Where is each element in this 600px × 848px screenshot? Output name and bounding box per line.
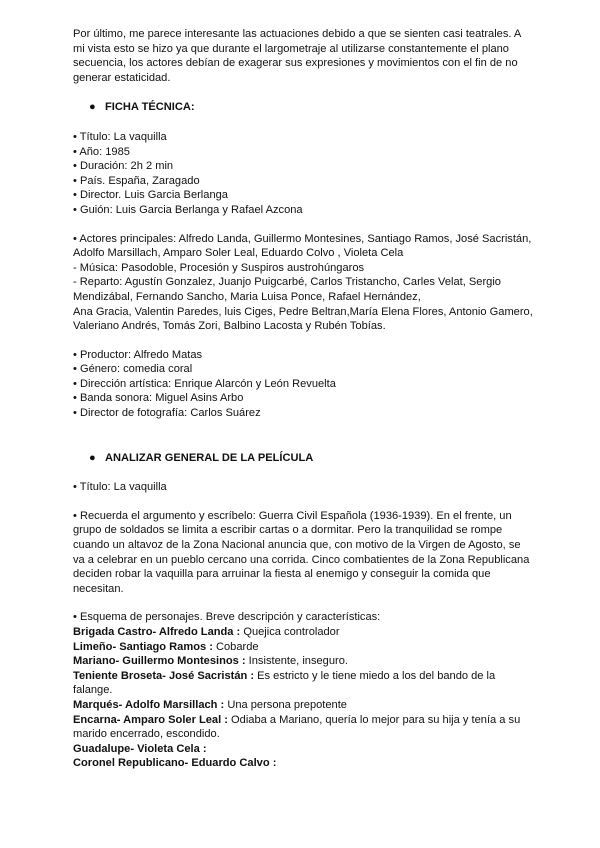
heading-text: ANALIZAR GENERAL DE LA PELÍCULA [105,451,314,464]
reparto: - Reparto: Agustín Gonzalez, Juanjo Puigcarbé, Carlos Tristancho, Carles Velat, Sergio Mendizábal, Fernando Sancho, Maria Luisa Ponce, Rafael Hernández, [73,276,501,303]
musica: - Música: Pasodoble, Procesión y Suspiros austrohúngaros [73,261,365,274]
list-item [73,698,533,713]
intro-paragraph: Por último, me parece interesante las actuaciones debido a que se sienten casi teatrales. A mi vista esto se hizo ya que durante el largometraje al utilizarse constantemente el plano secuencia, los actores debían de exagerar sus expresiones y movimientos con el fin de no generar estaticidad. [73,28,521,84]
list-item [73,713,533,742]
character-description: Quejica controlador [240,626,340,638]
character-description: Insistente, inseguro. [245,655,348,668]
list-item: • Director. Luis Garcia Berlanga [73,189,228,202]
esquema-personajes: • Esquema de personajes. Breve descripción y características: [73,611,381,624]
list-item: • Guión: Luis Garcia Berlanga y Rafael Azcona [73,203,303,216]
character-description: Odiaba a Mariano, quería lo mejor para su hija y tenía a su marido encerrado, escondido. [73,713,521,741]
actores-principales: • Actores principales: Alfredo Landa, Guillermo Montesines, Santiago Ramos, José Sacristán, Adolfo Marsillach, Amparo Soler Leal, Eduardo Colvo , Violeta Cela [73,232,532,260]
character-name: Coronel Republicano- Eduardo Calvo : [73,757,277,770]
list-item: • Duración: 2h 2 min [73,160,174,173]
analisis-heading [73,451,533,466]
list-item: • Director de fotografía: Carlos Suárez [73,407,261,420]
bullet-icon: ● [89,101,96,114]
character-name: Marqués- Adolfo Marsillach : [73,698,225,711]
personajes-list [73,625,533,771]
character-description: Cobarde [212,640,259,653]
list-item [73,756,533,771]
analisis-titulo: • Título: La vaquilla [73,481,167,494]
character-name: Guadalupe- Violeta Cela : [73,742,207,755]
character-name: Limeño- Santiago Ramos : [73,640,213,653]
character-name: Mariano- Guillermo Montesinos : [73,655,246,668]
list-item: • Productor: Alfredo Matas [73,348,203,361]
list-item [73,640,533,655]
heading-text: FICHA TÉCNICA: [105,101,195,114]
list-item: • Año: 1985 [73,145,130,158]
bullet-icon: ● [89,451,96,464]
ficha-production-list [73,348,533,421]
character-description: Una persona prepotente [224,698,347,711]
argumento-paragraph: • Recuerda el argumento y escríbelo: Guerra Civil Española (1936-1939). En el frente, un grupo de soldados se limita a escribir cartas o a dormitar. Pero la tranquilidad se rompe cuando un altavoz de la Zona Nacional anuncia que, con motivo de la Virgen de Agosto, se va a celebrar en un pueblo cercano una corrida. Cinco combatientes de la Zona Republicana deciden robar la vaquilla para arruinar la fiesta al enemigo y conseguir la comida que necesitan. [73,509,530,595]
character-name: Brigada Castro- Alfredo Landa : [73,626,241,638]
list-item [73,669,533,698]
character-name: Encarna- Amparo Soler Leal : [73,713,228,726]
list-item: • Título: La vaquilla [73,130,167,143]
list-item [73,742,533,757]
list-item: • Género: comedia coral [73,363,193,376]
character-name: Teniente Broseta- José Sacristán : [73,669,255,682]
reparto-continued: Ana Gracia, Valentin Paredes, luis Ciges, Pedre Beltran,María Elena Flores, Antonio Gamero, Valeriano Andrés, Tomás Zori, Balbino Lacosta y Rubén Tobías. [73,305,533,333]
ficha-tecnica-heading [73,100,533,115]
list-item: • Dirección artística: Enrique Alarcón y León Revuelta [73,377,336,390]
list-item: • País. España, Zaragado [73,174,200,187]
character-description: Es estricto y le tiene miedo a los del bando de la falange. [73,669,496,697]
document-body [73,27,533,771]
ficha-basic-list [73,130,533,218]
list-item [73,625,533,640]
list-item [73,654,533,669]
list-item: • Banda sonora: Miguel Asins Arbo [73,392,244,405]
